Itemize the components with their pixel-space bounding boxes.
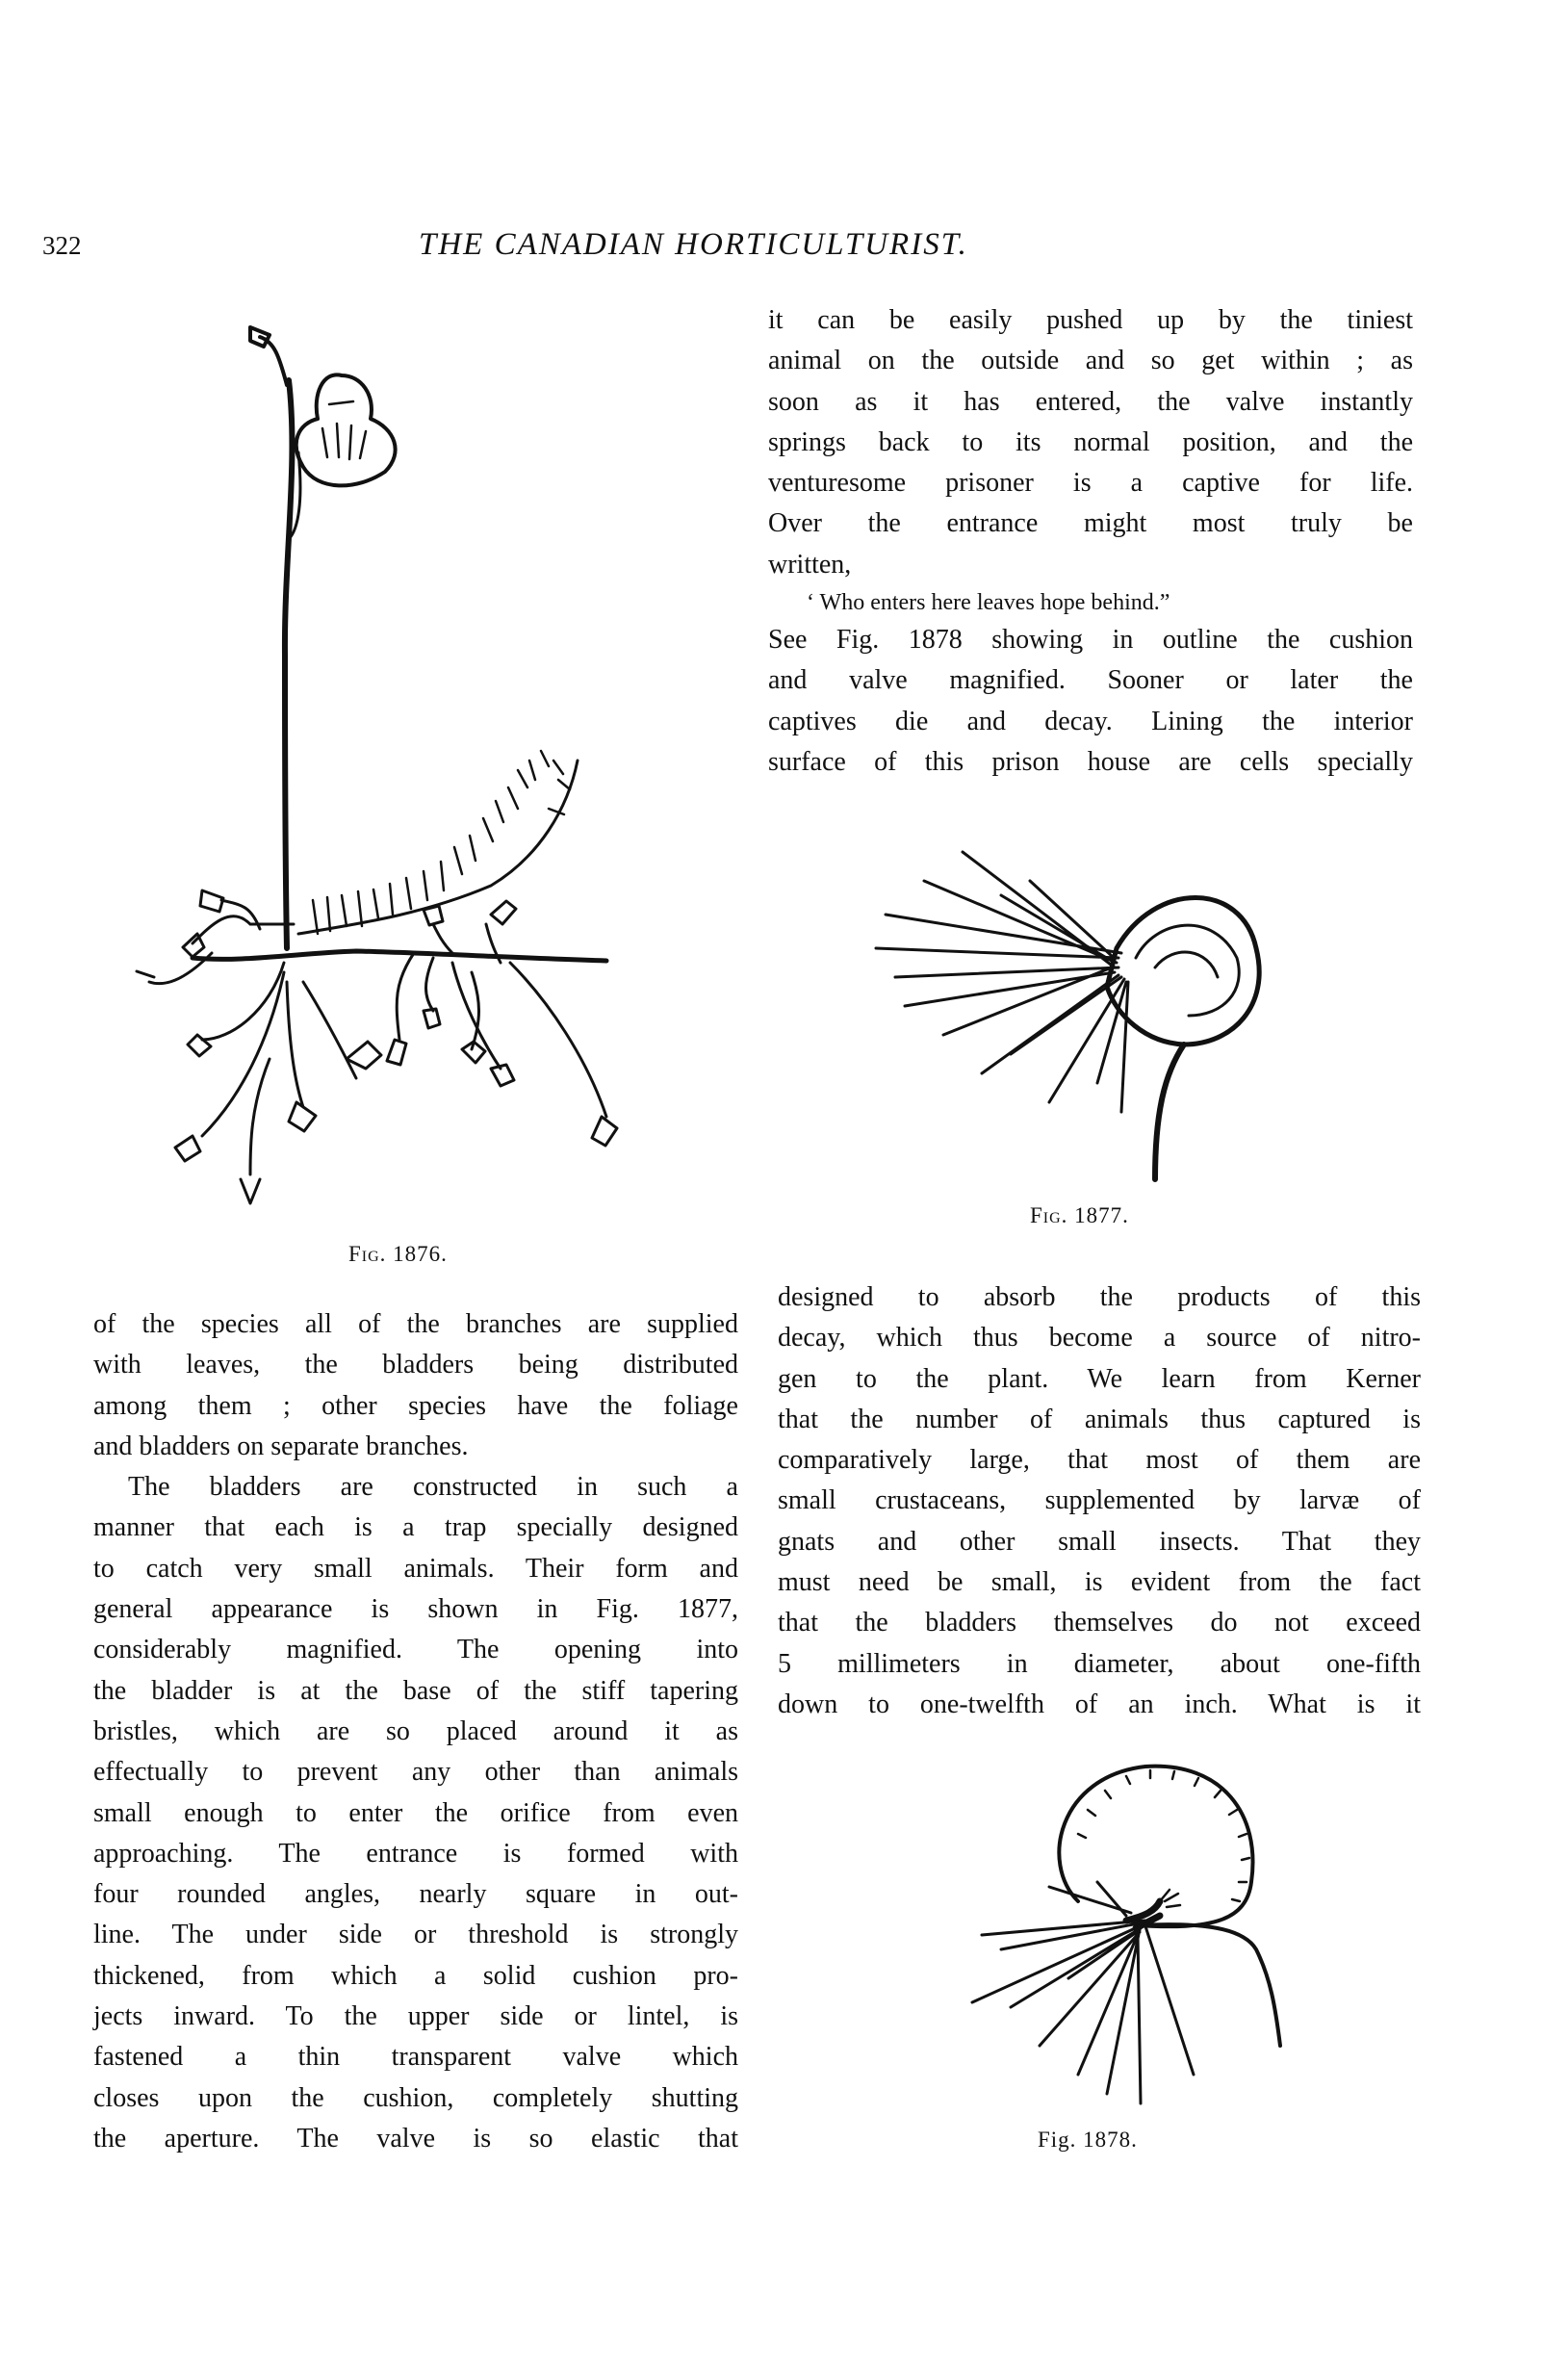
text-line: decay, which thus become a source of nitro-	[778, 1323, 1421, 1354]
text-line: manner that each is a trap specially designed	[93, 1512, 738, 1543]
page-number: 322	[42, 231, 82, 260]
text-line: that the number of animals thus captured is	[778, 1404, 1421, 1434]
text-line: to catch very small animals. Their form and	[93, 1553, 738, 1584]
fig-1877-caption: Fig. 1877.	[1030, 1203, 1129, 1227]
text-line: comparatively large, that most of them are	[778, 1445, 1421, 1476]
text-line: line. The under side or threshold is strongly	[93, 1920, 738, 1950]
text-line: bristles, which are so placed around it as	[93, 1715, 738, 1746]
text-line: the bladder is at the base of the stiff tapering	[93, 1675, 738, 1706]
text-line: it can be easily pushed up by the tiniest	[768, 305, 1413, 335]
text-line: with leaves, the bladders being distributed	[93, 1350, 738, 1380]
text-line: soon as it has entered, the valve instantly	[768, 386, 1413, 417]
text-line: designed to absorb the products of this	[778, 1282, 1421, 1312]
text-line: closes upon the cushion, completely shutting	[93, 2082, 738, 2113]
text-line: animal on the outside and so get within ; as	[768, 346, 1413, 376]
text-line: captives die and decay. Lining the interior	[768, 706, 1413, 736]
running-title: THE CANADIAN HORTICULTURIST.	[419, 227, 968, 262]
text-line: See Fig. 1878 showing in outline the cushion	[768, 625, 1413, 656]
text-line: four rounded angles, nearly square in out-	[93, 1879, 738, 1910]
text-line: small crustaceans, supplemented by larvæ of	[778, 1485, 1421, 1516]
fig-1878-caption: Fig. 1878.	[1038, 2128, 1138, 2152]
fig-1878-illustration	[953, 1757, 1319, 2123]
fig-1876-illustration	[106, 308, 722, 1232]
text-line: considerably magnified. The opening into	[93, 1635, 738, 1665]
text-line: written,	[768, 549, 852, 580]
text-line: down to one-twelfth of an inch. What is it	[778, 1689, 1421, 1719]
text-line: Over the entrance might most truly be	[768, 508, 1413, 539]
text-line: among them ; other species have the foliage	[93, 1390, 738, 1421]
text-line: thickened, from which a solid cushion pro-	[93, 1960, 738, 1991]
text-line: springs back to its normal position, and the	[768, 426, 1413, 457]
text-line: and valve magnified. Sooner or later the	[768, 665, 1413, 696]
text-line: of the species all of the branches are supplied	[93, 1309, 738, 1339]
text-line: small enough to enter the orifice from even	[93, 1797, 738, 1828]
text-line: and bladders on separate branches.	[93, 1431, 469, 1461]
text-line: jects inward. To the upper side or lintel, is	[93, 2001, 738, 2032]
left-column-bottom	[93, 1304, 738, 2159]
text-line: general appearance is shown in Fig. 1877,	[93, 1594, 738, 1625]
text-line: gen to the plant. We learn from Kerner	[778, 1363, 1421, 1394]
right-column-bottom	[778, 1277, 1421, 1725]
text-line: the aperture. The valve is so elastic that	[93, 2123, 738, 2154]
text-line: venturesome prisoner is a captive for life.	[768, 468, 1413, 499]
text-line: 5 millimeters in diameter, about one-fifth	[778, 1648, 1421, 1679]
text-line: effectually to prevent any other than animals	[93, 1757, 738, 1788]
text-line: gnats and other small insects. That they	[778, 1526, 1421, 1557]
text-line: The bladders are constructed in such a	[128, 1472, 738, 1503]
fig-1877-illustration	[866, 823, 1271, 1189]
text-line: fastened a thin transparent valve which	[93, 2042, 738, 2073]
text-line: must need be small, is evident from the fact	[778, 1567, 1421, 1598]
quotation: ‘ Who enters here leaves hope behind.”	[807, 590, 1170, 616]
text-line: approaching. The entrance is formed with	[93, 1838, 738, 1869]
fig-1876-caption: Fig. 1876.	[348, 1242, 448, 1266]
text-line: surface of this prison house are cells specially	[768, 746, 1413, 777]
text-line: that the bladders themselves do not exceed	[778, 1608, 1421, 1638]
right-column-top	[768, 300, 1413, 783]
